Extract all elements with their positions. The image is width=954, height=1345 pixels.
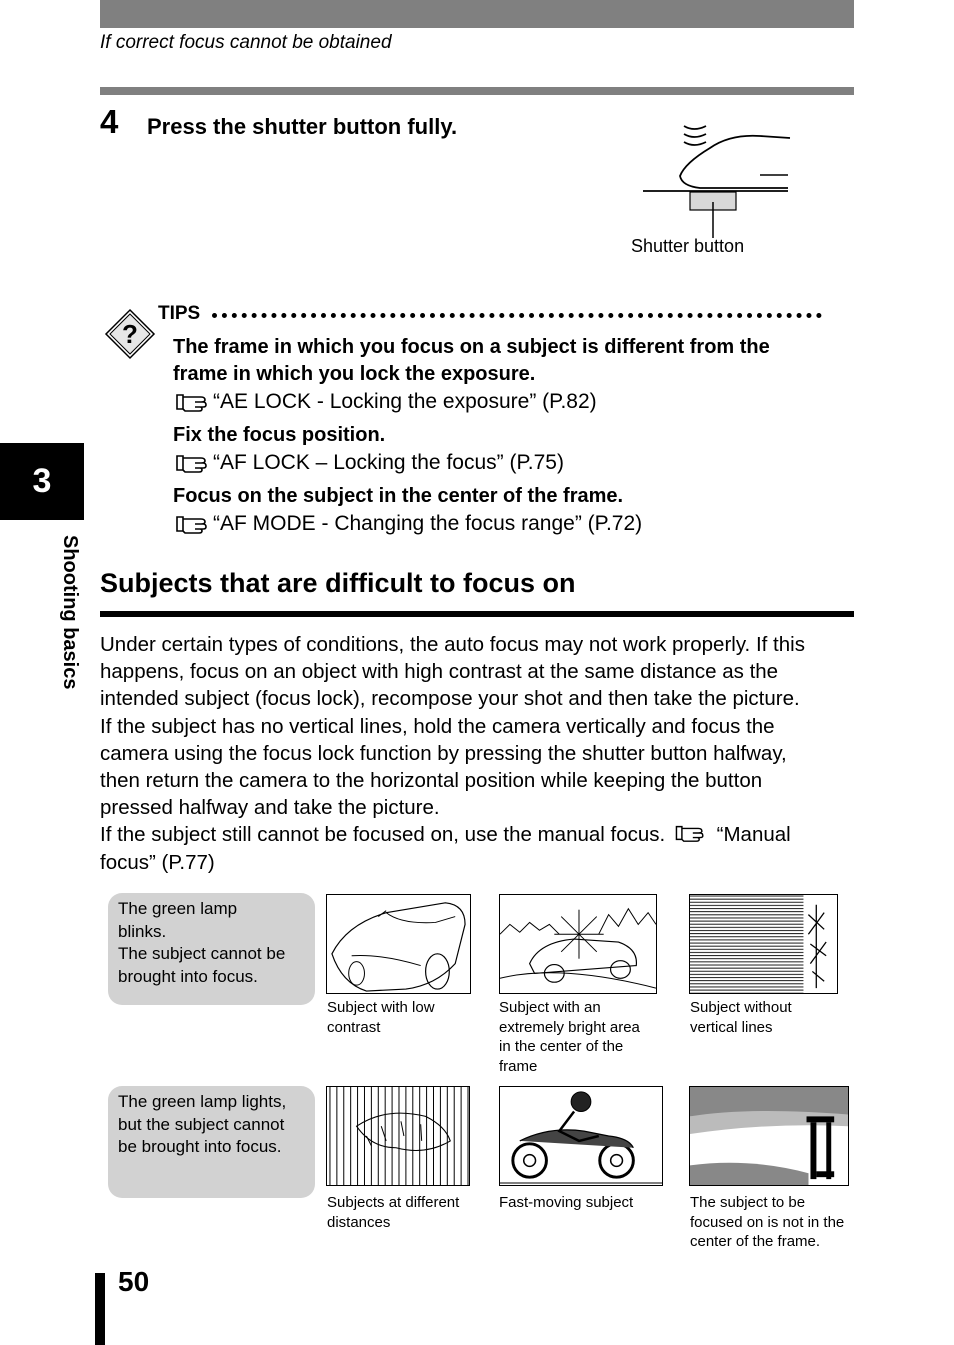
caption-line: extremely bright area	[499, 1018, 640, 1036]
tip-item-1	[173, 334, 770, 415]
tip-reference	[173, 510, 642, 537]
caption-line: Subjects at different	[327, 1194, 460, 1211]
pointing-hand-icon	[173, 452, 213, 474]
body-line: camera using the focus lock function by pressing the shutter button halfway,	[100, 741, 787, 765]
step-number: 4	[100, 103, 119, 140]
tip-title: The frame in which you focus on a subject is different from the	[173, 336, 770, 358]
body-line: Under certain types of conditions, the auto focus may not work properly. If this	[100, 633, 805, 656]
caption-different-distances	[327, 1193, 459, 1232]
chapter-label-text: Shooting basics	[59, 535, 81, 690]
lamp-box-line: The subject cannot be	[118, 944, 286, 963]
tip-item-3	[173, 483, 642, 537]
lamp-box-line: but the subject cannot	[118, 1114, 285, 1134]
tip-item-2	[173, 422, 564, 476]
lamp-box-line: The green lamp lights,	[118, 1092, 287, 1111]
reference-text: “AE LOCK - Locking the exposure” (P.82)	[213, 390, 597, 413]
caption-line: in the center of the	[499, 1038, 624, 1055]
caption-low-contrast	[327, 998, 435, 1037]
shutter-button-caption: Shutter button	[631, 236, 745, 256]
caption-bright-center	[499, 998, 640, 1076]
shutter-press-illustration	[640, 118, 800, 243]
bright-center-car-image	[499, 894, 657, 994]
motorcycle-image	[499, 1086, 663, 1186]
caption-line: contrast	[327, 1018, 381, 1036]
lamp-box-line: be brought into focus.	[118, 1137, 282, 1156]
section-header: If correct focus cannot be obtained	[100, 32, 392, 53]
pointing-hand-icon	[173, 513, 213, 535]
body-line: focus” (P.77)	[100, 850, 215, 874]
tips-label: TIPS	[158, 303, 201, 324]
caption-line: focused on is not in the	[690, 1213, 845, 1231]
body-line: pressed halfway and take the picture.	[100, 796, 440, 820]
pointing-hand-icon	[173, 391, 213, 413]
tip-reference	[173, 449, 564, 476]
green-lamp-blinks-box	[108, 893, 315, 1005]
caption-line: Subject with low	[327, 999, 435, 1016]
caption-line: Subject with an	[499, 999, 601, 1016]
body-line: then return the camera to the horizontal position while keeping the button	[100, 769, 763, 793]
lamp-box-line: blinks.	[118, 921, 167, 941]
caption-line: distances	[327, 1213, 391, 1231]
step-instruction: Press the shutter button fully.	[147, 114, 458, 139]
pointing-hand-icon	[671, 823, 711, 843]
caption-not-center	[690, 1193, 844, 1252]
low-contrast-car-image	[326, 894, 471, 994]
page-number: 50	[118, 1266, 150, 1297]
tip-title: Focus on the subject in the center of the frame.	[173, 485, 624, 507]
section-heading: Subjects that are difficult to focus on	[100, 568, 576, 598]
off-center-subject-image	[689, 1086, 849, 1186]
section-heading-rule	[100, 611, 854, 617]
manual-focus-text: If the subject still cannot be focused on, use the manual focus.	[100, 823, 666, 847]
body-line: If the subject has no vertical lines, hold the camera vertically and focus the	[100, 714, 775, 738]
horizontal-lines-image	[689, 894, 838, 994]
tip-title: frame in which you lock the exposure.	[173, 363, 536, 385]
caption-line: vertical lines	[690, 1018, 773, 1036]
chapter-label	[55, 535, 81, 735]
manual-focus-ref: “Manual	[716, 823, 791, 847]
header-bar	[100, 0, 854, 28]
question-icon	[104, 308, 156, 360]
header-rule	[100, 87, 854, 95]
chapter-tab: 3	[0, 443, 84, 520]
body-line: intended subject (focus lock), recompose your shot and then take the picture.	[100, 687, 800, 711]
caption-no-vertical	[690, 998, 792, 1037]
tip-title: Fix the focus position.	[173, 424, 386, 446]
caption-fast-moving	[499, 1193, 633, 1213]
lamp-box-line: The green lamp	[118, 899, 238, 918]
tips-dotted-rule	[212, 313, 822, 318]
section-body	[100, 631, 860, 876]
caption-line: frame	[499, 1057, 538, 1075]
tip-reference	[173, 388, 770, 415]
body-line	[100, 821, 860, 848]
page-number-bar	[95, 1273, 105, 1345]
svg-text:?: ?	[122, 319, 138, 349]
reference-text: “AF LOCK – Locking the focus” (P.75)	[213, 451, 564, 474]
caption-line: center of the frame.	[690, 1233, 821, 1250]
caption-line: Subject without	[690, 999, 792, 1016]
green-lamp-lights-box	[108, 1086, 315, 1198]
reference-text: “AF MODE - Changing the focus range” (P.72)	[213, 512, 643, 535]
body-line: happens, focus on an object with high contrast at the same distance as the	[100, 660, 779, 684]
lamp-box-line: brought into focus.	[118, 966, 258, 986]
caged-animal-image	[326, 1086, 470, 1186]
caption-line: The subject to be	[690, 1194, 806, 1211]
caption-line: Fast-moving subject	[499, 1194, 634, 1211]
